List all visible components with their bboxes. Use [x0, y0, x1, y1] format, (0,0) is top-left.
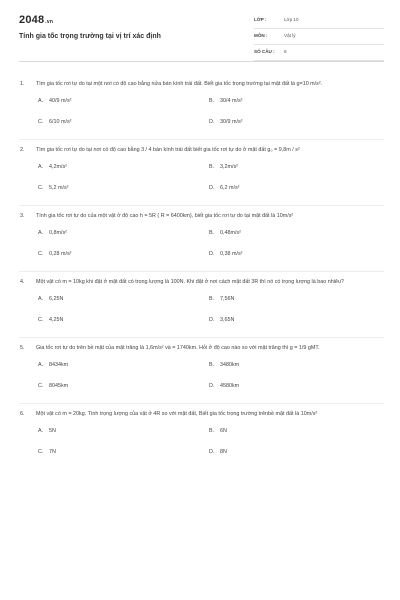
- question-item: [19, 344, 384, 404]
- option-text: 6/10 m/s²: [49, 119, 72, 125]
- option-label: D.: [209, 119, 215, 125]
- question-number: 2.: [20, 147, 25, 153]
- question-divider: [19, 139, 384, 140]
- logo-main: 2048: [19, 14, 45, 26]
- option-text: 8045km: [49, 383, 69, 389]
- option-text: 4,2m/s²: [49, 164, 67, 170]
- option-label: D.: [209, 251, 215, 257]
- option-text: 8N: [220, 449, 227, 455]
- option-text: 4580km: [220, 383, 240, 389]
- question-number: 6.: [20, 411, 25, 417]
- question-number: 4.: [20, 279, 25, 285]
- answer-option[interactable]: [38, 296, 63, 302]
- option-label: B.: [209, 164, 215, 170]
- question-number: 3.: [20, 213, 25, 219]
- option-text: 7N: [49, 449, 56, 455]
- option-label: D.: [209, 449, 215, 455]
- option-label: C.: [38, 317, 44, 323]
- answer-option[interactable]: [209, 296, 234, 302]
- option-label: A.: [38, 296, 44, 302]
- option-label: B.: [209, 428, 215, 434]
- answer-option[interactable]: [209, 251, 242, 257]
- answer-option[interactable]: [38, 449, 56, 455]
- option-label: C.: [38, 119, 44, 125]
- question-item: [19, 410, 384, 465]
- answer-options: [19, 95, 384, 135]
- answer-option[interactable]: [38, 230, 67, 236]
- option-label: B.: [209, 98, 215, 104]
- option-text: 3,2m/s²: [220, 164, 238, 170]
- option-label: C.: [38, 251, 44, 257]
- question-stem: [19, 80, 384, 89]
- option-text: 40/9 m/s²: [49, 98, 72, 104]
- answer-option[interactable]: [209, 428, 227, 434]
- question-text: Gia tốc rơi tự do trên bề mặt của mặt trăng là 1,6m/s² và = 1740km. Hỏi ở độ cao nào so với mặt trăng thì g = 1/9 gMT.: [36, 345, 320, 351]
- question-text: Tính gia tốc rơi tự do của một vật ở độ cao h = 5R ( R = 6400km), biết gia tốc rơi tự do tại mặt đất là 10m/s²: [36, 213, 294, 219]
- option-text: 3,65N: [220, 317, 235, 323]
- meta-info: [254, 15, 384, 61]
- answer-option[interactable]: [209, 449, 227, 455]
- answer-option[interactable]: [209, 317, 234, 323]
- question-stem: [19, 212, 384, 221]
- answer-options: [19, 293, 384, 333]
- question-stem: [19, 344, 384, 353]
- question-item: [19, 80, 384, 140]
- option-label: A.: [38, 98, 44, 104]
- option-text: 30/4 m/s²: [220, 98, 243, 104]
- answer-options: [19, 161, 384, 201]
- option-label: A.: [38, 230, 44, 236]
- option-text: 5N: [49, 428, 56, 434]
- question-item: [19, 212, 384, 272]
- answer-option[interactable]: [38, 428, 56, 434]
- answer-option[interactable]: [209, 164, 238, 170]
- option-text: 30/9 m/s²: [220, 119, 243, 125]
- answer-option[interactable]: [38, 317, 63, 323]
- option-text: 0,8m/s²: [49, 230, 67, 236]
- question-divider: [19, 205, 384, 206]
- answer-option[interactable]: [209, 185, 239, 191]
- option-label: B.: [209, 230, 215, 236]
- option-label: D.: [209, 383, 215, 389]
- answer-option[interactable]: [209, 362, 239, 368]
- question-stem: [19, 410, 384, 419]
- answer-options: [19, 425, 384, 465]
- option-label: A.: [38, 428, 44, 434]
- option-label: A.: [38, 164, 44, 170]
- meta-value: 6: [284, 49, 287, 54]
- answer-option[interactable]: [38, 119, 71, 125]
- answer-option[interactable]: [209, 119, 242, 125]
- answer-options: [19, 359, 384, 399]
- question-number: 5.: [20, 345, 25, 351]
- option-label: D.: [209, 317, 215, 323]
- question-text: Tìm gia tốc rơi tự do tại nơi có độ cao bằng 3 / 4 bán kính trái đất biết gia tốc rơi tự do ở mặt đất g₀ = 9,8m / s²: [36, 147, 300, 153]
- option-label: D.: [209, 185, 215, 191]
- option-text: 4,25N: [49, 317, 64, 323]
- document-title: Tính gia tốc trọng trường tại vị trí xác định: [19, 33, 161, 40]
- option-label: C.: [38, 185, 44, 191]
- question-number: 1.: [20, 81, 25, 87]
- option-label: B.: [209, 296, 215, 302]
- option-text: 5,2 m/s²: [49, 185, 69, 191]
- option-text: 8434km: [49, 362, 69, 368]
- answer-option[interactable]: [209, 383, 239, 389]
- answer-option[interactable]: [38, 251, 71, 257]
- option-label: C.: [38, 383, 44, 389]
- answer-option[interactable]: [38, 98, 71, 104]
- logo-sub: .vn: [45, 19, 54, 25]
- answer-option[interactable]: [38, 383, 68, 389]
- meta-label: LỚP :: [254, 17, 267, 22]
- question-text: Một vật có m = 20kg. Tính trọng lượng của vật ở 4R so với mặt đất, Biết gia tốc trọng trường trênbề mặt đất là 10m/s²: [36, 411, 318, 417]
- meta-row-class: [254, 15, 384, 29]
- site-logo[interactable]: [19, 14, 53, 26]
- question-divider: [19, 337, 384, 338]
- question-item: [19, 278, 384, 338]
- option-text: 0,28 m/s²: [49, 251, 72, 257]
- option-label: A.: [38, 362, 44, 368]
- answer-option[interactable]: [38, 362, 68, 368]
- option-text: 3480km: [220, 362, 240, 368]
- answer-option[interactable]: [209, 98, 242, 104]
- meta-value: Lớp 10: [284, 17, 299, 22]
- meta-label: SỐ CÂU :: [254, 49, 275, 54]
- option-label: B.: [209, 362, 215, 368]
- question-list: [19, 80, 384, 465]
- option-text: 6,2 m/s²: [220, 185, 240, 191]
- meta-row-question-count: [254, 47, 384, 61]
- option-label: C.: [38, 449, 44, 455]
- option-text: 0,38 m/s²: [220, 251, 243, 257]
- option-text: 6N: [220, 428, 227, 434]
- answer-option[interactable]: [38, 185, 68, 191]
- answer-option[interactable]: [209, 230, 241, 236]
- question-stem: [19, 146, 384, 155]
- option-text: 6,25N: [49, 296, 64, 302]
- meta-value: Vật lý: [284, 33, 296, 38]
- option-text: 7,56N: [220, 296, 235, 302]
- option-text: 0,48m/s²: [220, 230, 241, 236]
- question-text: Một vật có m = 10kg khi đặt ở mặt đất có trọng lượng là 100N. Khi đặt ở nơi cách mặt đất 3R thì nó có trọng lượng là bao nhiêu?: [36, 279, 344, 285]
- question-divider: [19, 271, 384, 272]
- meta-label: MÔN :: [254, 33, 268, 38]
- question-text: Tìm gia tốc rơi tự do tại một nơi có độ cao bằng nửa bán kính trái đất. Biết gia tốc trọng trường tại mặt đất là g=10 m/s².: [36, 81, 323, 87]
- question-divider: [19, 403, 384, 404]
- page-header: [19, 0, 384, 62]
- meta-row-subject: [254, 31, 384, 45]
- answer-option[interactable]: [38, 164, 67, 170]
- question-stem: [19, 278, 384, 287]
- question-item: [19, 146, 384, 206]
- answer-options: [19, 227, 384, 267]
